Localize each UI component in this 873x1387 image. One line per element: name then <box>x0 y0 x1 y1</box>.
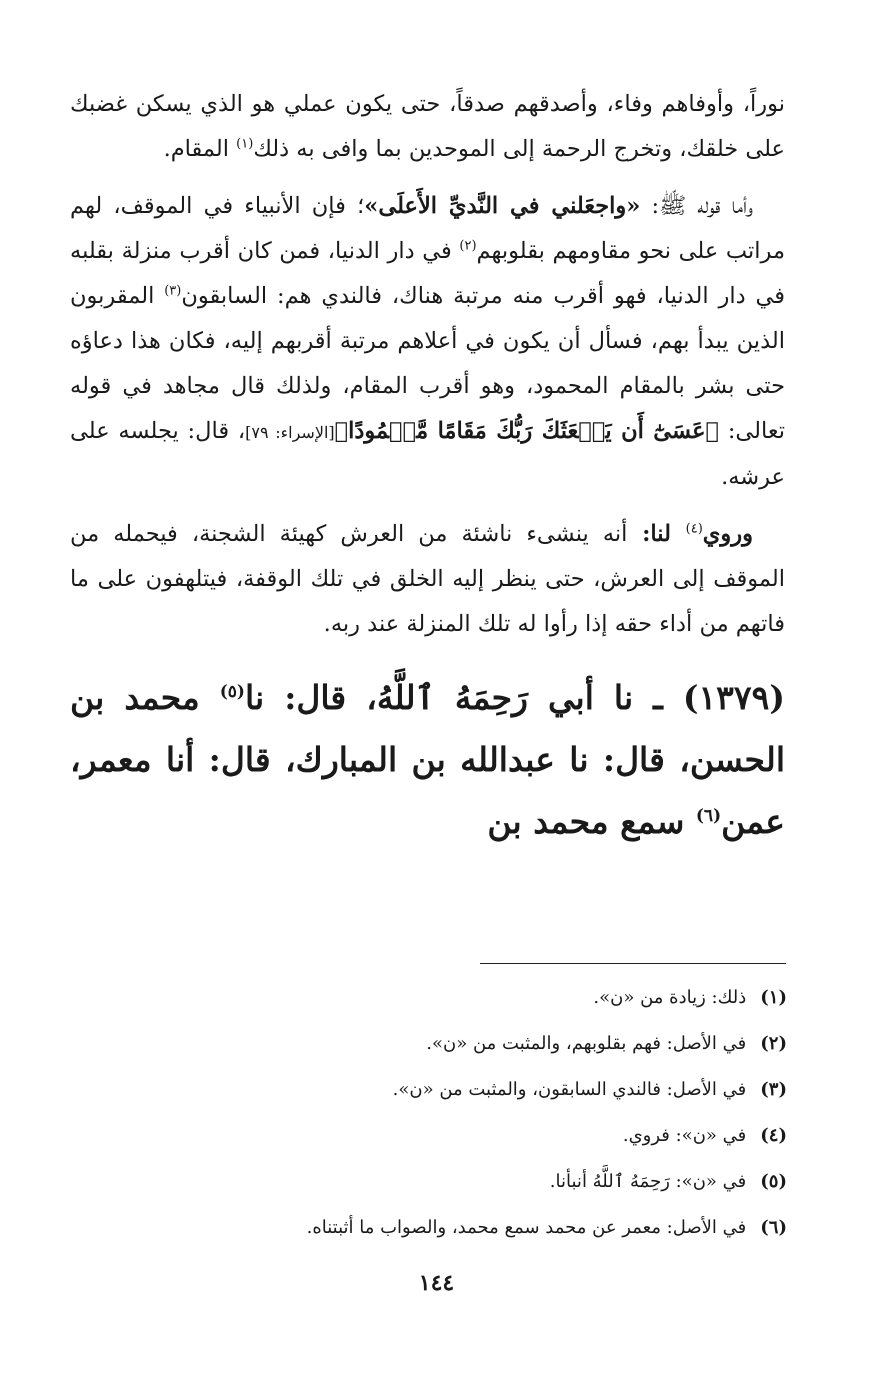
footnote-item <box>147 975 787 1021</box>
footnote-item <box>147 1205 787 1251</box>
footnote-number: (١) <box>760 987 787 1008</box>
footnote-number: (٥) <box>760 1171 787 1192</box>
hadith-text-3: سمع محمد بن <box>487 802 696 841</box>
page-body <box>70 82 785 886</box>
footnotes-list <box>147 975 787 1251</box>
footnote-ref-4[interactable]: (٤) <box>685 521 703 537</box>
hadith-quote: «واجعَلني في النَّديِّ الأَعلَى» <box>364 193 641 219</box>
paragraph-2-text-1: ؛ فإن الأنبياء في الموقف، لهم مراتب على نحو مقاومهم بقلوبهم <box>70 193 785 264</box>
paragraph-2-text-4: ، قال: يجلسه على عرشه. <box>70 418 785 490</box>
footnote-text: في «ن»: فروي. <box>622 1125 747 1146</box>
paragraph-2 <box>70 184 785 500</box>
paragraph-1-tail: المقام. <box>163 136 237 162</box>
paragraph-1 <box>70 82 785 172</box>
hadith-text-1: ـ نا أبي رَحِمَهُ ٱللَّهُ، قال: نا <box>244 678 683 717</box>
verse-reference: [الإسراء: ٧٩] <box>245 423 335 442</box>
hadith-text-2: محمد بن الحسن، قال: نا عبدالله بن المبارك، قال: أنا معمر، عمن <box>70 678 785 841</box>
footnote-number: (٢) <box>760 1033 787 1054</box>
footnote-ref-3[interactable]: (٣) <box>164 283 182 299</box>
paragraph-3 <box>70 512 785 647</box>
footnote-number: (٣) <box>760 1079 787 1100</box>
hadith-number: (١٣٧٩) <box>682 678 785 717</box>
footnote-text: في الأصل: فالندي السابقون، والمثبت من «ن». <box>392 1079 747 1100</box>
paragraph-2-text-3: المقربون الذين يبدأ بهم، فسأل أن يكون في أعلاهم مرتبة أقربهم إليه، فكان هذا دعاؤه حتى بشر بالمقام المحمود، وهو أقرب المقام، ولذلك قال مجاهد في قوله تعالى: <box>70 283 785 444</box>
footnote-text: في الأصل: معمر عن محمد سمع محمد، والصواب ما أثبتناه. <box>306 1217 747 1238</box>
footnote-divider <box>480 963 786 964</box>
footnote-ref-2[interactable]: (٢) <box>459 238 477 254</box>
footnote-number: (٤) <box>760 1125 787 1146</box>
paragraph-3-lead-2: لنا: <box>627 521 686 547</box>
footnote-text: في الأصل: فهم بقلوبهم، والمثبت من «ن». <box>426 1033 747 1054</box>
footnote-item <box>147 1067 787 1113</box>
paragraph-3-lead: وروي <box>702 521 753 547</box>
footnote-ref-5[interactable]: (٥) <box>219 682 245 702</box>
quran-verse: ﴿عَسَىٰٓ أَن يَبۡعَثَكَ رَبُّكَ مَقَامًا مَّحۡمُودًا﴾ <box>334 418 720 444</box>
footnote-text: ذلك: زيادة من «ن». <box>593 987 747 1008</box>
footnote-item <box>147 1159 787 1205</box>
page-number: ١٤٤ <box>418 1270 455 1296</box>
footnote-number: (٦) <box>760 1217 787 1238</box>
footnote-ref-1[interactable]: (١) <box>236 136 254 152</box>
footnote-item <box>147 1113 787 1159</box>
footnote-ref-6[interactable]: (٦) <box>695 806 722 826</box>
paragraph-2-text-2: في دار الدنيا، فمن كان أقرب منزلة بقلبه في دار الدنيا، فهو أقرب منه مرتبة هناك، فالندي هم: السابقون <box>70 238 785 309</box>
hadith-heading <box>70 667 785 853</box>
paragraph-1-text: نوراً، وأوفاهم وفاء، وأصدقهم صدقاً، حتى يكون عملي هو الذي يسكن غضبك على خلقك، وتخرج الرحمة إلى الموحدين بما وافى به ذلك <box>70 91 785 162</box>
footnote-item <box>147 1021 787 1067</box>
footnote-text: في «ن»: رَحِمَهُ ٱللَّهُ أنبأنا. <box>549 1171 747 1192</box>
paragraph-2-intro: وأما قوله ﷺ: <box>640 193 753 219</box>
paragraph-3-text: أنه ينشىء ناشئة من العرش كهيئة الشجنة، فيحمله من الموقف إلى العرش، حتى ينظر إليه الخلق في تلك الوقفة، فيتلهفون على ما فاتهم من أداء حقه إذا رأوا له تلك المنزلة عند ربه. <box>70 521 785 637</box>
